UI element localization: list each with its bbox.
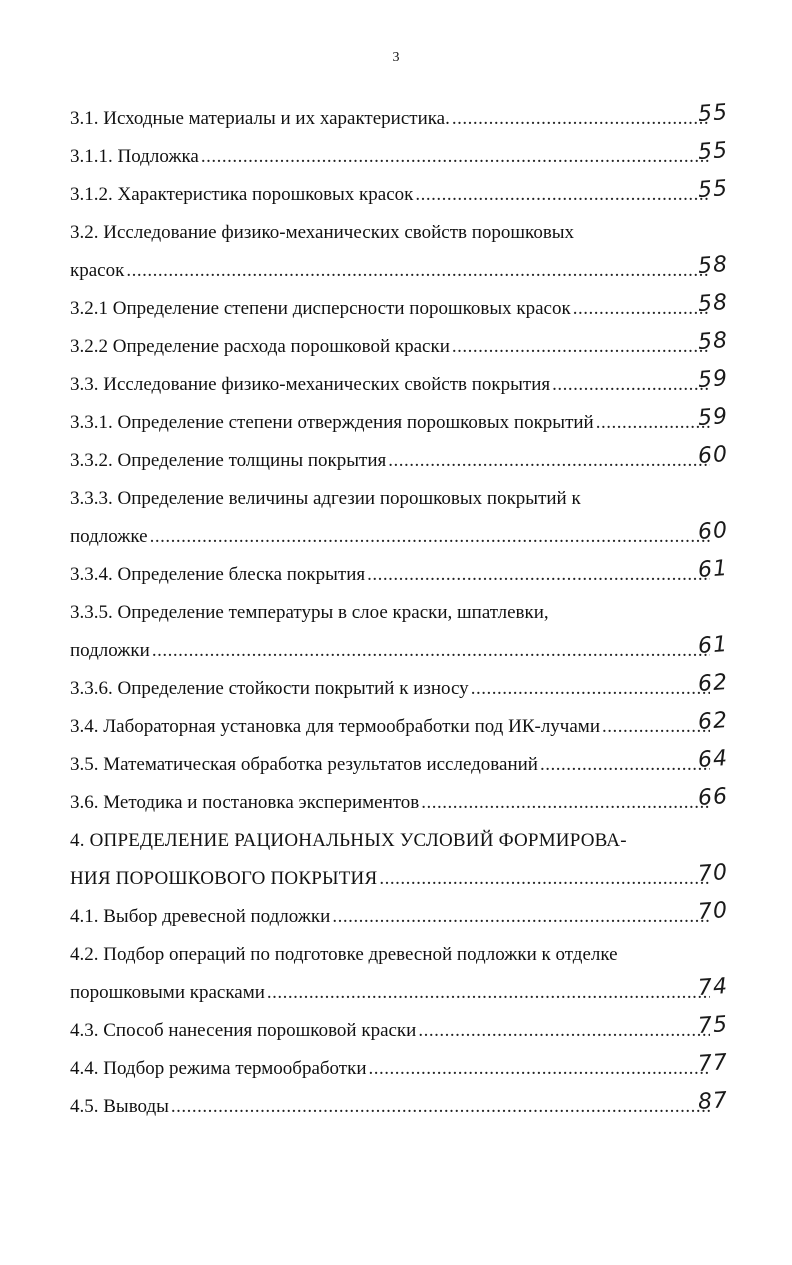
toc-entry: [70, 707, 729, 746]
toc-entry-text: 3.5. Математическая обработка результатов исследований: [70, 754, 538, 775]
toc-line: [70, 936, 710, 974]
toc-line: [70, 860, 710, 898]
toc-line: [70, 670, 710, 708]
toc-entry: [70, 214, 729, 290]
toc-entry-text: 3.3.2. Определение толщины покрытия: [70, 450, 387, 471]
toc-line: [70, 480, 710, 518]
toc-entry: [70, 403, 729, 442]
dot-leader: [332, 898, 710, 936]
toc-entry-text: 3.2.2 Определение расхода порошковой краски: [70, 336, 450, 357]
toc-entry: [70, 1087, 729, 1126]
toc-line: [70, 252, 710, 290]
toc-entry-text: 4. ОПРЕДЕЛЕНИЕ РАЦИОНАЛЬНЫХ УСЛОВИЙ ФОРМИРОВА-: [70, 830, 627, 851]
toc-entry-text: 4.1. Выбор древесной подложки: [70, 906, 331, 927]
handwritten-page-number: 55: [697, 137, 729, 166]
toc-entry-text: порошковыми красками: [70, 982, 265, 1003]
toc-entry: [70, 480, 729, 556]
toc-entry: [70, 783, 729, 822]
handwritten-page-number: 58: [697, 289, 729, 318]
toc-entry-text: 3.1.1. Подложка: [70, 146, 199, 167]
handwritten-page-number: 74: [697, 973, 729, 1002]
dot-leader: [267, 974, 710, 1012]
handwritten-page-number: 61: [697, 631, 729, 660]
dot-leader: [388, 442, 710, 480]
toc-entry-text: 3.3.1. Определение степени отверждения порошковых покрытий: [70, 412, 594, 433]
toc-entry: [70, 175, 729, 214]
toc-entry: [70, 936, 729, 1012]
toc-line: [70, 632, 710, 670]
handwritten-page-number: 59: [697, 365, 729, 394]
handwritten-page-number: 58: [697, 327, 729, 356]
dot-leader: [602, 708, 710, 746]
toc-line: [70, 100, 710, 138]
dot-leader: [540, 746, 710, 784]
dot-leader: [415, 176, 710, 214]
toc-entry-text: 4.4. Подбор режима термообработки: [70, 1058, 367, 1079]
handwritten-page-number: 75: [697, 1011, 729, 1040]
toc-line: [70, 1088, 710, 1126]
dot-leader: [369, 1050, 710, 1088]
toc-entry-text: НИЯ ПОРОШКОВОГО ПОКРЫТИЯ: [70, 868, 378, 889]
toc-line: [70, 594, 710, 632]
dot-leader: [367, 556, 710, 594]
toc-entry: [70, 1049, 729, 1088]
toc-line: [70, 290, 710, 328]
handwritten-page-number: 70: [697, 859, 729, 888]
table-of-contents: [70, 99, 729, 1126]
dot-leader: [418, 1012, 710, 1050]
toc-line: [70, 138, 710, 176]
handwritten-page-number: 59: [697, 403, 729, 432]
toc-line: [70, 366, 710, 404]
dot-leader: [379, 860, 710, 898]
toc-line: [70, 214, 710, 252]
dot-leader: [171, 1088, 710, 1126]
toc-entry: [70, 555, 729, 594]
toc-entry: [70, 594, 729, 670]
toc-entry-text: красок: [70, 260, 125, 281]
toc-entry: [70, 669, 729, 708]
toc-line: [70, 176, 710, 214]
toc-entry-text: 3.3.3. Определение величины адгезии порошковых покрытий к: [70, 488, 581, 509]
toc-line: [70, 442, 710, 480]
toc-entry-text: 3.4. Лабораторная установка для термообработки под ИК-лучами: [70, 716, 600, 737]
toc-line: [70, 784, 710, 822]
dot-leader: [452, 100, 710, 138]
dot-leader: [152, 632, 710, 670]
toc-entry: [70, 327, 729, 366]
toc-entry: [70, 365, 729, 404]
dot-leader: [471, 670, 710, 708]
toc-line: [70, 518, 710, 556]
toc-entry-text: подложке: [70, 526, 148, 547]
handwritten-page-number: 58: [697, 251, 729, 280]
toc-entry-text: подложки: [70, 640, 150, 661]
toc-entry-text: 3.3. Исследование физико-механических свойств покрытия: [70, 374, 551, 395]
toc-line: [70, 822, 710, 860]
toc-entry-text: 4.3. Способ нанесения порошковой краски: [70, 1020, 417, 1041]
toc-entry-text: 4.5. Выводы: [70, 1096, 169, 1117]
toc-entry: [70, 1011, 729, 1050]
toc-line: [70, 708, 710, 746]
toc-entry-text: 3.1.2. Характеристика порошковых красок: [70, 184, 414, 205]
toc-entry: [70, 822, 729, 898]
toc-entry-text: 3.6. Методика и постановка экспериментов: [70, 792, 420, 813]
toc-line: [70, 556, 710, 594]
toc-entry-text: 3.1. Исходные материалы и их характеристика.: [70, 108, 450, 129]
handwritten-page-number: 61: [697, 555, 729, 584]
handwritten-page-number: 70: [697, 897, 729, 926]
dot-leader: [573, 290, 710, 328]
handwritten-page-number: 60: [697, 441, 729, 470]
handwritten-page-number: 62: [697, 707, 729, 736]
toc-entry-text: 3.3.5. Определение температуры в слое краски, шпатлевки,: [70, 602, 549, 623]
toc-entry-text: 3.2.1 Определение степени дисперсности порошковых красок: [70, 298, 571, 319]
toc-line: [70, 746, 710, 784]
handwritten-page-number: 55: [697, 175, 729, 204]
dot-leader: [150, 518, 710, 556]
handwritten-page-number: 60: [697, 517, 729, 546]
toc-entry: [70, 289, 729, 328]
toc-line: [70, 404, 710, 442]
toc-entry-text: 3.2. Исследование физико-механических свойств порошковых: [70, 222, 575, 243]
toc-entry-text: 3.3.4. Определение блеска покрытия: [70, 564, 366, 585]
toc-entry: [70, 137, 729, 176]
handwritten-page-number: 77: [697, 1049, 729, 1078]
dot-leader: [421, 784, 710, 822]
handwritten-page-number: 64: [697, 745, 729, 774]
dot-leader: [452, 328, 710, 366]
toc-line: [70, 1012, 710, 1050]
toc-entry: [70, 897, 729, 936]
dot-leader: [596, 404, 710, 442]
handwritten-page-number: 55: [697, 99, 729, 128]
toc-entry: [70, 99, 729, 138]
toc-entry-text: 4.2. Подбор операций по подготовке древесной подложки к отделке: [70, 944, 618, 965]
toc-line: [70, 974, 710, 1012]
handwritten-page-number: 62: [697, 669, 729, 698]
dot-leader: [552, 366, 710, 404]
dot-leader: [201, 138, 710, 176]
toc-entry-text: 3.3.6. Определение стойкости покрытий к износу: [70, 678, 469, 699]
toc-line: [70, 1050, 710, 1088]
toc-entry: [70, 745, 729, 784]
handwritten-page-number: 66: [697, 783, 729, 812]
page-number: 3: [392, 50, 400, 65]
toc-line: [70, 328, 710, 366]
dot-leader: [126, 252, 710, 290]
handwritten-page-number: 87: [697, 1087, 729, 1116]
toc-line: [70, 898, 710, 936]
toc-entry: [70, 441, 729, 480]
